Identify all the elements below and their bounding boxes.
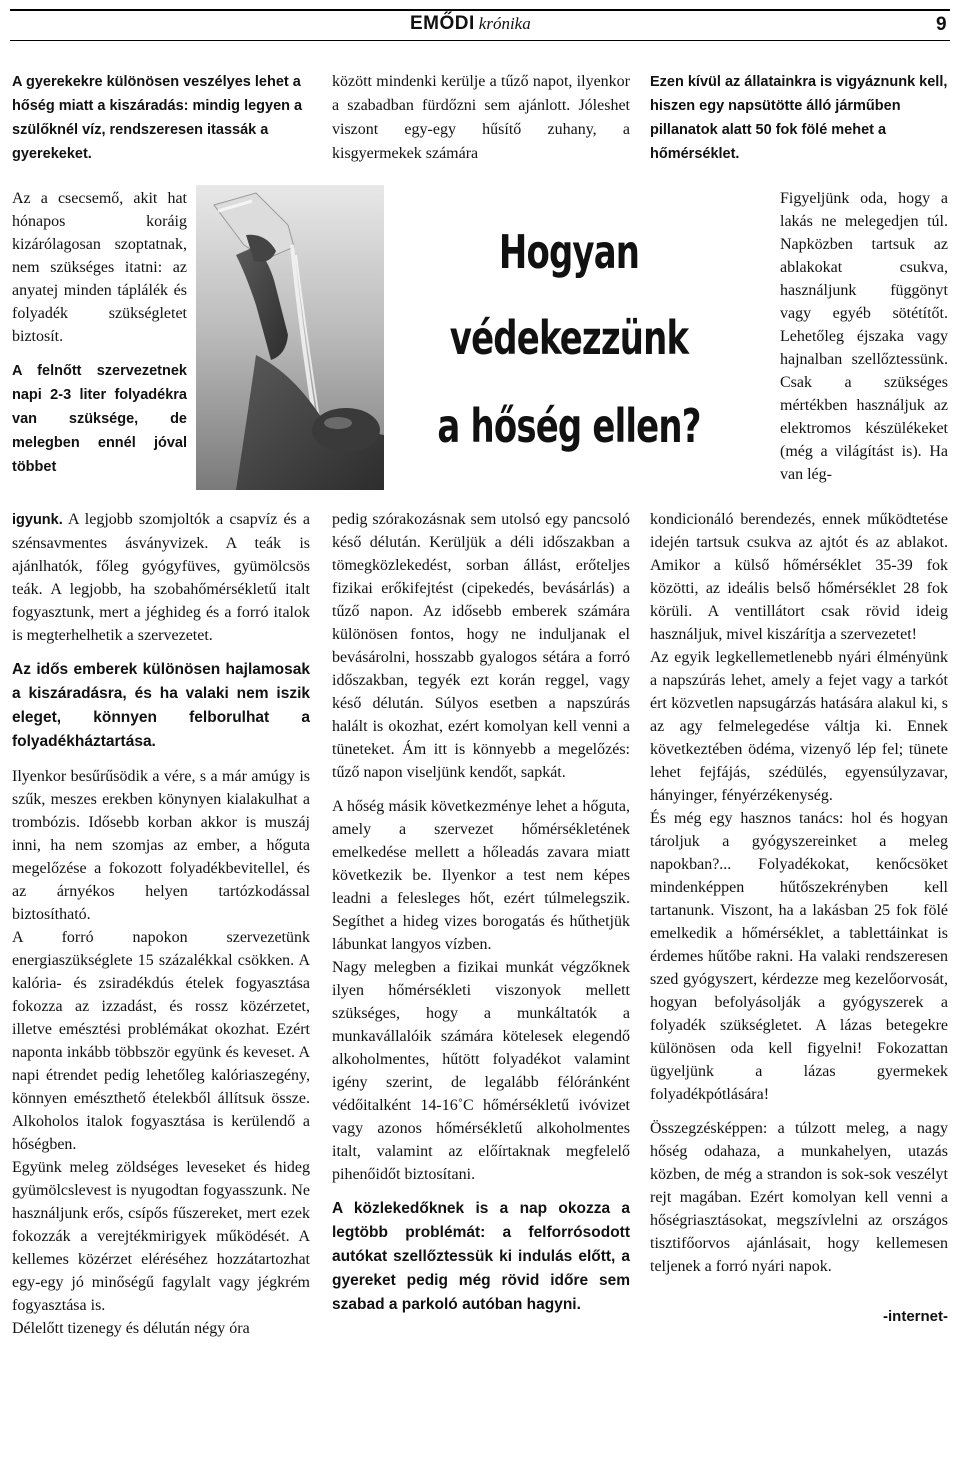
left-column-top bbox=[12, 187, 187, 479]
paragraph: Együnk meleg zöldséges leveseket és hideg gyümölcslevest is nyugodtan fogyasszunk. Ne használjunk erős, csípős fűszereket, mert ezek fokozzák a verejtékmirigyek működését. A kellemes közérzet eléréséhez hozzátartozhat egy-egy jó minőségű fagylalt vagy jégkrém fogyasztása is. bbox=[12, 1159, 310, 1314]
paragraph: A hőség másik következménye lehet a hőguta, amely a szervezet hőmérsékletének emelkedése mellett a hőleadás zavara miatt következik be. Ilyenkor a test nem képes leadni a felesleges hőt, ezért túlmelegszik. Segíthet a hideg vizes borogatás és hűthetjük lábunkat langyos vízben. bbox=[332, 798, 630, 953]
paragraph: Összegzésképpen: a túlzott meleg, a nagy hőség odahaza, a munkahelyen, utazás közben, de még a strandon is sok-sok veszélyt rejt magában. Ezért komolyan kell venni a hőségriasztásokat, megszívlelni az országos tisztifőorvos ajánlásait, hogy kellemesen teljenek a forró nyári napok. bbox=[650, 1120, 948, 1275]
paragraph: A forró napokon szervezetünk energiaszükséglete 15 százalékkal csökken. A kalória- és zsiradékdús ételek fogyasztása fokozza az izzadást, és rossz közérzetet, illetve emésztési problémákat okozhat. Ezért naponta inkább többször együnk és keveset. A napi étrendet pedig lehetőleg kalóriaszegény, könnyen emészthető ételekből állítsuk össze. Alkoholos italok fogyasztása is kerülendő a hőségben. bbox=[12, 929, 310, 1153]
paragraph: Az a csecsemő, akit hat hónapos koráig kizárólagosan szoptatnak, nem szükséges itatni: az anyatej minden táplálék és folyadék szükségletet biztosít. bbox=[12, 190, 187, 345]
bold-paragraph: A felnőtt szervezetnek napi 2-3 liter folyadékra van szüksége, de melegben ennél jóval többet bbox=[12, 363, 187, 475]
bold-paragraph: A közlekedőknek is a nap okozza a legtöbb problémát: a felforrósodott autókat szellőztessük ki indulás előtt, a gyereket pedig még rövid időre sem szabad a parkoló autóban hagyni. bbox=[332, 1200, 630, 1313]
top-left-lead: A gyerekekre különösen veszélyes lehet a hőség miatt a kiszáradás: mindig legyen a szülőknél víz, rendszeresen itassák a gyerekeket. bbox=[12, 74, 303, 162]
middle-column bbox=[332, 508, 630, 1317]
paragraph: Nagy melegben a fizikai munkát végzőknek ilyen hőmérsékleti viszonyok mellett szükséges, hogy a munkáltatók a munkavállalóik számára kötelesek elegendő alkoholmentes, hűtött folyadékot valamint igény szerint, de legalább félóránként védőitalként 14-16˚C hőmérsékletű ivóvizet vagy azonos hőmérsékletű alkoholmentes italt, valamint az előírtaknak megfelelő pihenőidőt biztosítani. bbox=[332, 959, 630, 1183]
top-right-lead: Ezen kívül az állatainkra is vigyáznunk kell, hiszen egy napsütötte álló járműben pillanatok alatt 50 fok fölé mehet a hőmérséklet. bbox=[650, 74, 948, 162]
bold-inline: igyunk. bbox=[12, 512, 63, 528]
masthead-brand: EMŐDI bbox=[410, 13, 475, 34]
masthead bbox=[410, 13, 531, 35]
paragraph: Ilyenkor besűrűsödik a vére, s a már amúgy is szűk, meszes erekben könynyen kialakulhat a trombózis. Idősebb korban akkor is muszáj inni, ha nem szomjas az ember, a hőguta megelőzése a fokozott folyadékbevitellel, és az árnyékos helyen tartózkodással biztosítható. bbox=[12, 768, 310, 923]
signature: -internet- bbox=[883, 1308, 948, 1325]
man-drinking-water-photo bbox=[196, 185, 384, 490]
left-column-bottom bbox=[12, 508, 310, 1340]
bold-paragraph: Az idős emberek különösen hajlamosak a kiszáradásra, és ha valaki nem iszik eleget, könnyen felborulhat a folyadékháztartása. bbox=[12, 661, 310, 750]
paragraph: Délelőtt tizenegy és délután négy óra bbox=[12, 1320, 250, 1337]
title-line-2: védekezzünk bbox=[449, 311, 689, 365]
right-column-bottom bbox=[650, 484, 948, 1325]
paragraph: És még egy hasznos tanács: hol és hogyan tároljuk a gyógyszereinket a meleg napokban?... Folyadékokat, kenőcsöket mindenképpen hűtőszekrényben kell tartanunk. Viszont, ha a lakásban 25 fok fölé emelkedik a hőmérséklet, a tablettáinkat is érdemes hűtőbe rakni. Ha valaki rendszeresen szed gyógyszert, kérdezze meg kezelőorvosát, hogyan befolyásolják a gyógyszerek a folyadék szükségletet. A lázas betegekre különösen oda kell figyelni! Fokozattan ügyeljünk a lázas gyermekek folyadékpótlására! bbox=[650, 810, 948, 1103]
page-number: 9 bbox=[936, 14, 947, 35]
paragraph-rest: A legjobb szomjoltók a csapvíz és a szénsavmentes ásványvizek. A teák is ajánlhatók, főleg gyógyfüves, gyümölcsös teák. A legjobb, ha szobahőmérsékletű italt fogyasztunk, mert a jéghideg és a forró italok is megterhelhetik a szervezetet. bbox=[12, 511, 310, 644]
masthead-section: krónika bbox=[478, 14, 531, 33]
right-column-top bbox=[780, 187, 948, 486]
article-title bbox=[394, 210, 744, 470]
paragraph: Az egyik legkellemetlenebb nyári élményünk a napszúrás lehet, amely a fejet vagy a tarkót ért közvetlen napsugárzás hatására alakul ki, s az agy felmelegedése váltja ki. Ennek következtében ödéma, vizenyő lép fel; tünete lehet fejfájás, szédülés, egyensúlyzavar, hányinger, fényérzékenység. bbox=[650, 649, 948, 804]
top-middle-text: között mindenki kerülje a tűző napot, ilyenkor a szabadban fürdőzni sem ajánlott. Jóleshet viszont egy-egy hűsítő zuhany, a kisgyermekek számára bbox=[332, 73, 630, 162]
paragraph bbox=[12, 508, 310, 647]
title-line-3: a hőség ellen? bbox=[437, 399, 701, 453]
title-line-1: Hogyan bbox=[498, 225, 640, 279]
header-rule bbox=[10, 9, 950, 11]
header-rule-bottom bbox=[10, 40, 950, 41]
paragraph: Figyeljünk oda, hogy a lakás ne melegedjen túl. Napközben tartsuk az ablakokat csukva, használjunk függönyt vagy egyéb sötétítőt. Lehetőleg éjszaka vagy hajnalban szellőztessünk. Csak a szükséges mértékben használjuk az elektromos készülékeket (még a világítást is). Ha van lég- bbox=[780, 190, 948, 483]
paragraph: kondicionáló berendezés, ennek működtetése idején tartsuk csukva az ajtót és az ablakot. Amikor a külső hőmérséklet 35-39 fok közötti, az ideális belső hőmérséklet 28 fok körüli. A ventillátort csak rövid ideig használjuk, mivel kiszárítja a szervezetet! bbox=[650, 511, 948, 643]
article-photo bbox=[196, 185, 384, 490]
paragraph: pedig szórakozásnak sem utolsó egy pancsoló késő délután. Kerüljük a déli időszakban a tömegközlekedést, sorban állást, erőteljes fizikai erőkifejtést (cipekedés, bevásárlás) a tűző napon. Az idősebb emberek számára különösen fontos, hogy ne induljanak el bevásárolni, hosszabb gyalogos sétára a forró időszakban, tegyék ezt korán reggel, vagy késő délután. Súlyos esetben a napszúrás halált is okozhat, ezért komolyan kell venni a tüneteket. Ám itt is könnyebb a megelőzés: tűző napon viseljünk kendőt, sapkát. bbox=[332, 511, 630, 781]
